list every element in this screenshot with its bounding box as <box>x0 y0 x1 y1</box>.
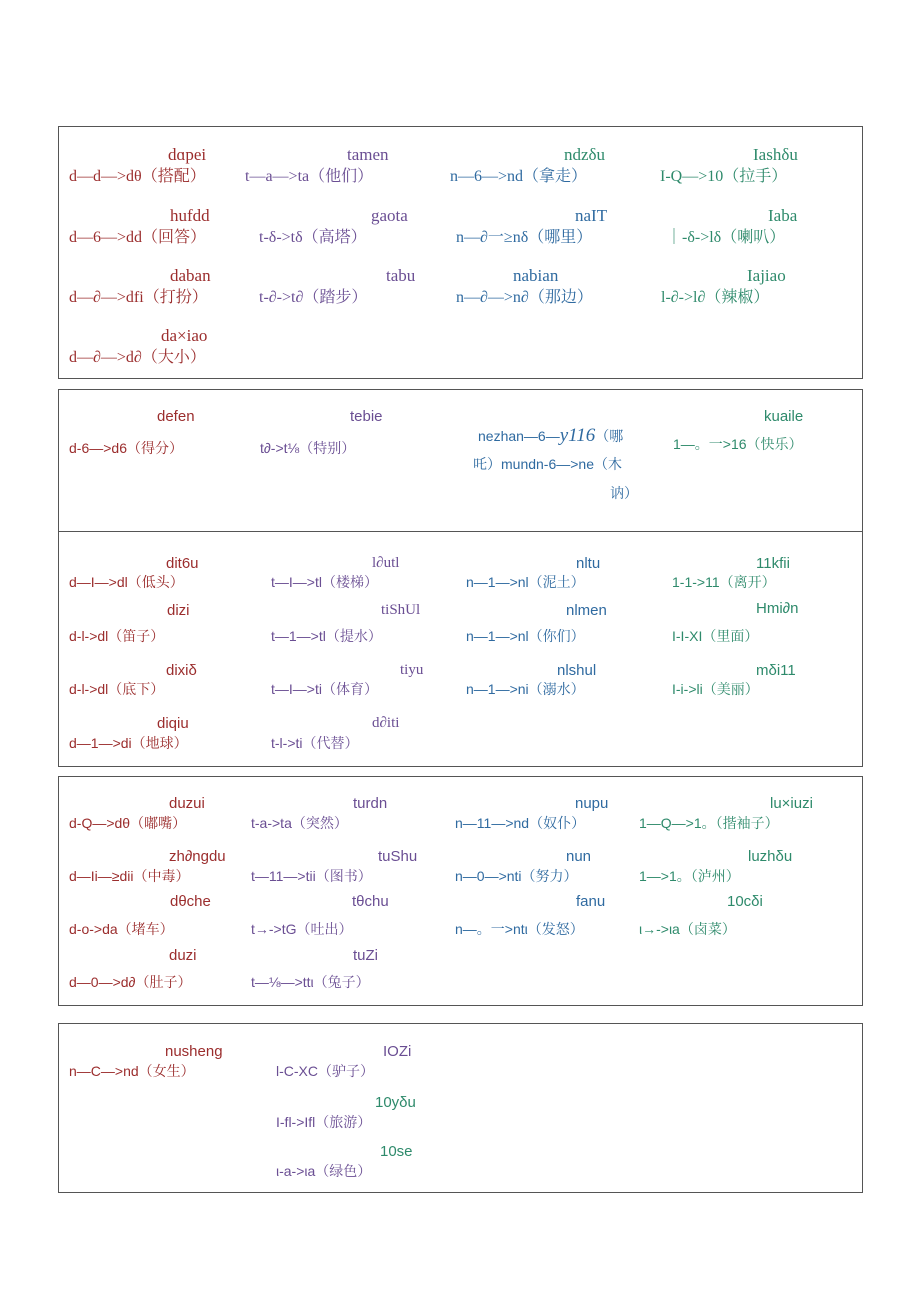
phonics-entry: n—1—>nl（泥土） <box>466 574 585 590</box>
phonics-entry: t—I—>ti（体育） <box>271 681 378 697</box>
pinyin-label: Iaba <box>768 206 798 225</box>
phonics-entry: d—1—>di（地球） <box>69 735 188 751</box>
phonics-entry: d—d—>dθ（搭配） <box>69 168 206 185</box>
phonics-entry: d-6—>d6（得分） <box>69 440 183 456</box>
pinyin-label: nusheng <box>165 1043 223 1060</box>
phonics-entry: 1—>1。（泸州） <box>639 868 740 884</box>
pinyin-label: nltu <box>576 555 601 572</box>
pinyin-label: nlshul <box>557 662 597 679</box>
pinyin-label: ndzδu <box>564 145 606 164</box>
phonics-entry: d—0—>d∂（肚子） <box>69 974 192 990</box>
phonics-entry: n—6—>nd（拿走） <box>450 168 588 185</box>
phonics-entry: t∂->t⅛（特别） <box>260 440 356 456</box>
pinyin-label: nlmen <box>566 602 607 619</box>
phonics-entry: n—1—>ni（溺水） <box>466 681 585 697</box>
phonics-entry-paren: （木 <box>594 456 623 472</box>
pinyin-label: duzi <box>169 947 197 964</box>
phonics-entry: t-∂->t∂（踏步） <box>259 289 368 306</box>
pinyin-label: tamen <box>347 145 389 164</box>
pinyin-label: Iashδu <box>753 145 798 164</box>
pinyin-label: hufdd <box>170 206 210 225</box>
pinyin-label: tθchu <box>352 893 389 910</box>
phonics-entry: I-Q—>10（拉手） <box>660 168 788 185</box>
pinyin-label: duzui <box>169 795 205 812</box>
pinyin-label: turdn <box>353 795 388 812</box>
pinyin-label: d∂iti <box>372 715 400 731</box>
phonics-entry: 1—。一>16（快乐） <box>673 436 803 452</box>
phonics-entry: d—∂—>dfi（打扮） <box>69 289 208 306</box>
phonics-entry: 1-1->11（离开） <box>672 574 776 590</box>
pinyin-label: 11kfii <box>756 555 790 572</box>
pinyin-label: nun <box>566 848 592 865</box>
phonics-entry: t-δ->tδ（高塔） <box>259 229 367 246</box>
pinyin-label: dixiδ <box>166 662 197 679</box>
phonics-entry: n—∂—>n∂（那边） <box>456 289 593 306</box>
pinyin-label: 10yδu <box>375 1094 416 1111</box>
phonics-entry: t→->tG（吐出） <box>251 921 353 937</box>
phonics-entry: ｜-δ->lδ（喇叭） <box>666 229 786 246</box>
phonics-entry: I-I-XI（里面） <box>672 628 759 644</box>
phonics-entry: d-Q—>dθ（嘟嘴） <box>69 815 187 831</box>
pinyin-label: IOZi <box>383 1043 412 1060</box>
pinyin-label: 10se <box>380 1143 413 1160</box>
phonics-entry: n—1—>nl（你们） <box>466 628 585 644</box>
phonics-entry: t-l->ti（代替） <box>271 735 359 751</box>
phonics-entry-wrapped-line3: 讷） <box>610 485 638 501</box>
phonics-entry: n—。一>ntι（发怒） <box>455 921 584 937</box>
pinyin-label: fanu <box>576 893 606 910</box>
phonics-entry: 1—Q—>1。（揩袖子） <box>639 815 779 831</box>
phonics-entry-prefix: nezhan—6— <box>478 428 560 444</box>
phonics-entry: t—a—>ta（他们） <box>245 168 374 185</box>
pinyin-label: mδi11 <box>756 662 796 679</box>
phonics-entry-text: 吒） <box>473 456 501 472</box>
phonics-entry: n—0—>nti（努力） <box>455 868 578 884</box>
pinyin-label: tebie <box>350 408 383 425</box>
pinyin-label: da×iao <box>161 326 208 345</box>
pinyin-label: defen <box>157 408 195 425</box>
pinyin-label: tuShu <box>378 848 418 865</box>
pinyin-label: dizi <box>167 602 190 619</box>
phonics-entry: l-C-XC（驴子） <box>276 1063 374 1079</box>
pinyin-label: diqiu <box>157 715 189 732</box>
phonics-entry: d—I—>dl（低头） <box>69 574 184 590</box>
phonics-entry-paren: （哪 <box>595 428 624 444</box>
pinyin-label: luzhδu <box>748 848 793 865</box>
phonics-entry-large: y116 <box>559 425 596 446</box>
phonics-entry: t-a->ta（突然） <box>251 815 348 831</box>
phonics-entry: d-l->dl（底下） <box>69 681 165 697</box>
phonics-entry: d—Ii—≥dii（中毒） <box>69 868 190 884</box>
phonics-entry-wrapped-line1 <box>478 426 623 445</box>
phonics-entry: ι→->ιa（卤菜） <box>639 921 736 937</box>
pinyin-label: Iajiao <box>747 266 786 285</box>
pinyin-label: tiShUl <box>381 602 421 618</box>
pinyin-label: tiyu <box>400 662 424 678</box>
pinyin-label: nupu <box>575 795 609 812</box>
phonics-entry: d-o->da（堵车） <box>69 921 174 937</box>
phonics-entry: t—11—>tii（图书） <box>251 868 372 884</box>
phonics-entry: t—I—>tl（楼梯） <box>271 574 378 590</box>
pinyin-label: nabian <box>513 266 559 285</box>
phonics-entry-text: mundn-6—>ne <box>501 456 595 472</box>
phonics-entry-wrapped-line2 <box>473 457 622 471</box>
pinyin-label: daban <box>170 266 211 285</box>
phonics-entry: I-i->li（美丽） <box>672 681 759 697</box>
phonics-entry: n—∂一≥nδ（哪里） <box>456 229 593 246</box>
pinyin-label: l∂utl <box>372 555 400 571</box>
phonics-entry: I-fl->Ifl（旅游） <box>276 1114 372 1130</box>
pinyin-label: dɑpei <box>168 145 207 164</box>
pinyin-label: lu×iuzi <box>770 795 813 812</box>
phonics-entry: d—∂—>d∂（大小） <box>69 349 206 366</box>
pinyin-label: naIT <box>575 206 608 225</box>
phonics-entry: n—C—>nd（女生） <box>69 1063 195 1079</box>
pinyin-label: zh∂ngdu <box>169 848 226 865</box>
pinyin-label: Hmi∂n <box>756 600 799 617</box>
phonics-entry: n—11—>nd（奴仆） <box>455 815 586 831</box>
phonics-entry: t—⅛—>ttι（兔子） <box>251 974 370 990</box>
phonics-entry: t—1—>tl（提水） <box>271 628 382 644</box>
pinyin-label: dit6u <box>166 555 199 572</box>
phonics-entry: l-∂->l∂（辣椒） <box>661 289 770 306</box>
pinyin-label: dθche <box>170 893 211 910</box>
pinyin-label: kuaile <box>764 408 804 425</box>
pinyin-label: 10cδi <box>727 893 763 910</box>
pinyin-label: tabu <box>386 266 416 285</box>
phonics-entry: d-l->dl（笛子） <box>69 628 165 644</box>
pinyin-label: tuZi <box>353 947 379 964</box>
phonics-entry: ι-a->ιa（绿色） <box>276 1163 372 1179</box>
phonics-entry: d—6—>dd（回答） <box>69 229 207 246</box>
pinyin-label: gaota <box>371 206 408 225</box>
